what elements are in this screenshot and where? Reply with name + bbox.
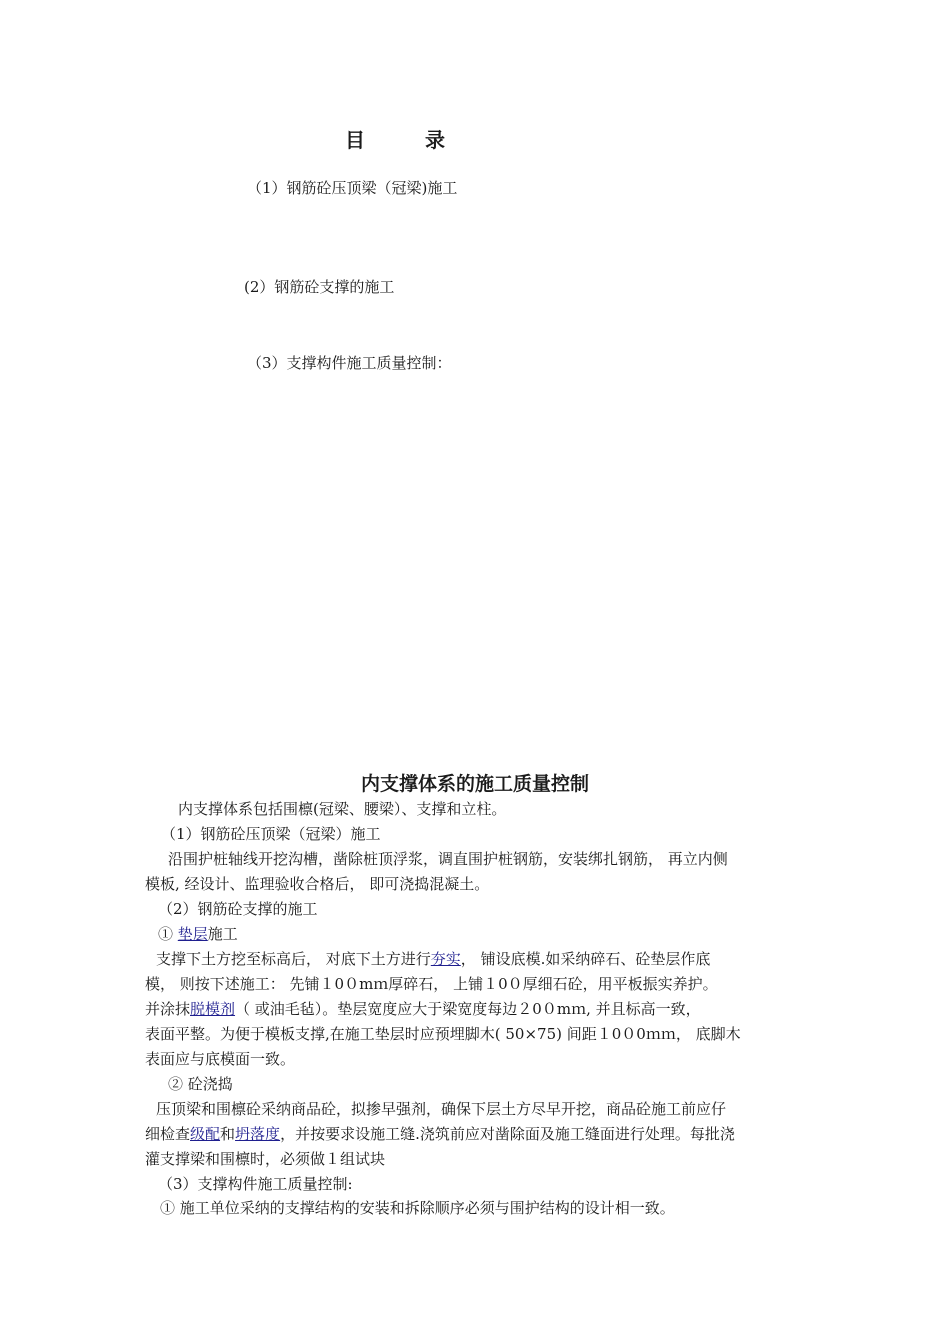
- pouring-line-3: 灌支撑梁和围檩时，必须做１组试块: [145, 1150, 386, 1168]
- cushion-line-3-post: （ 或油毛毡）。垫层宽度应大于梁宽度每边２0０mｍ, 并且标高一致，: [235, 1000, 701, 1018]
- cushion-link[interactable]: 垫层: [177, 925, 208, 943]
- cushion-line-1: [156, 947, 710, 972]
- intro-paragraph: 内支撑体系包括围檩(冠梁、腰梁）、支撑和立柱。: [178, 800, 507, 818]
- pouring-line-2-mid: 和: [220, 1125, 236, 1143]
- subsection-cushion-suffix: 施工: [207, 925, 238, 943]
- compaction-link[interactable]: 夯实: [430, 950, 461, 968]
- toc-item-3: （3）支撑构件施工质量控制：: [247, 354, 452, 372]
- subsection-cushion-marker: ①: [158, 925, 178, 943]
- toc-title-char-2: 录: [425, 128, 447, 152]
- release-agent-link[interactable]: 脱模剂: [190, 1000, 236, 1018]
- pouring-line-2-post: ，并按要求设施工缝.浇筑前应对凿除面及施工缝面进行处理。每批浇: [280, 1125, 735, 1143]
- slump-link[interactable]: 坍落度: [235, 1125, 281, 1143]
- cushion-line-3-pre: 并涂抹: [145, 1000, 191, 1018]
- subsection-cushion: [158, 922, 238, 947]
- cushion-line-1-pre: 支撑下土方挖至标高后， 对底下土方进行: [156, 950, 431, 968]
- section-3-heading: （3）支撑构件施工质量控制:: [158, 1175, 353, 1193]
- section-1-line-1: 沿围护桩轴线开挖沟槽，凿除桩顶浮浆，调直围护桩钢筋，安装绑扎钢筋， 再立内侧: [168, 850, 728, 868]
- subsection-concrete-pouring: ② 砼浇捣: [168, 1075, 233, 1093]
- section-3-item-1: ① 施工单位采纳的支撑结构的安装和拆除顺序必须与围护结构的设计相一致。: [160, 1199, 675, 1217]
- toc-title-char-1: 目: [345, 128, 367, 152]
- toc-item-1: （1）钢筋砼压顶梁（冠梁)施工: [247, 179, 458, 197]
- cushion-line-3: [145, 997, 701, 1022]
- cushion-line-5: 表面应与底模面一致。: [145, 1050, 296, 1068]
- pouring-line-2-pre: 细检查: [145, 1125, 191, 1143]
- toc-title: [345, 124, 447, 153]
- pouring-line-2: [145, 1122, 735, 1147]
- pouring-line-1: 压顶梁和围檩砼采纳商品砼，拟掺早强剂，确保下层土方尽早开挖，商品砼施工前应仔: [156, 1100, 727, 1118]
- cushion-line-2: 模， 则按下述施工： 先铺１0０mｍ厚碎石， 上铺１0０厚细石砼，用平板振实养护。: [145, 975, 718, 993]
- section-1-heading: （1）钢筋砼压顶梁（冠梁）施工: [161, 825, 381, 843]
- gradation-link[interactable]: 级配: [190, 1125, 221, 1143]
- section-1-line-2: 模板, 经设计、监理验收合格后， 即可浇捣混凝土。: [145, 875, 490, 893]
- cushion-line-4: 表面平整。为便于模板支撑,在施工垫层时应预埋脚木( 50×75) 间距１0０0ｍｍ， 底脚木: [145, 1025, 741, 1043]
- document-title: 内支撑体系的施工质量控制: [360, 773, 589, 795]
- toc-item-2: (2）钢筋砼支撑的施工: [244, 278, 395, 296]
- cushion-line-1-post: ， 铺设底模.如采纳碎石、砼垫层作底: [460, 950, 711, 968]
- section-2-heading: （2）钢筋砼支撑的施工: [158, 900, 318, 918]
